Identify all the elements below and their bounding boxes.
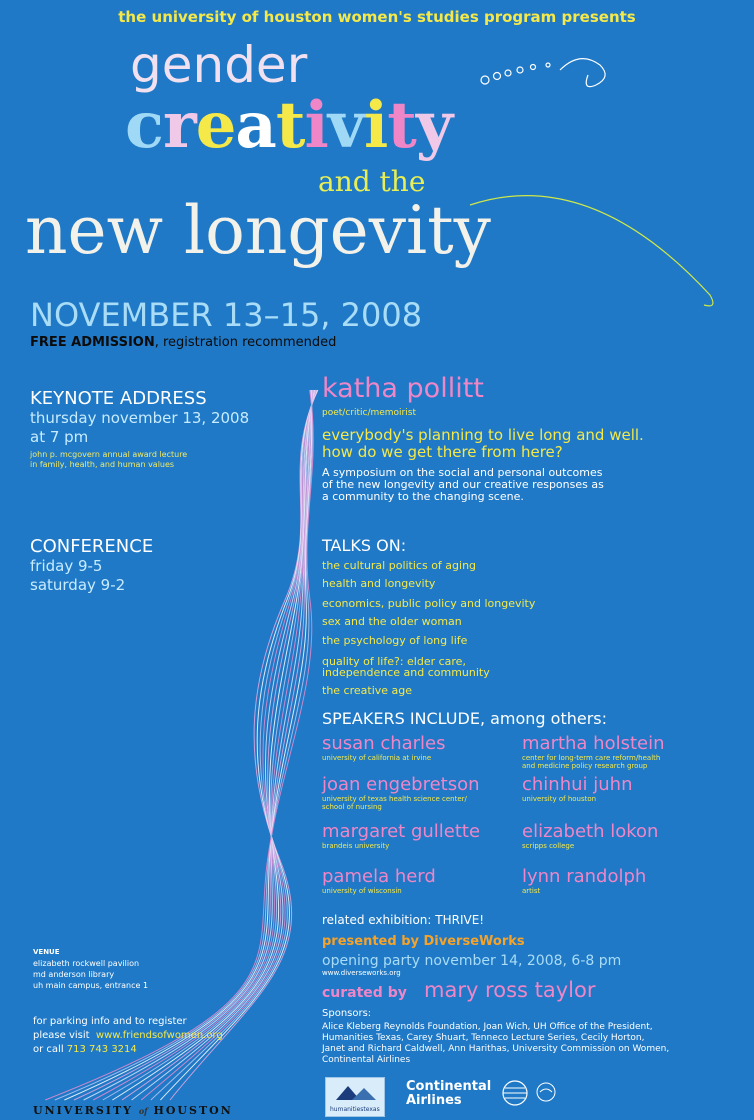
talk-item: economics, public policy and longevity xyxy=(322,597,536,610)
speaker-name: susan charles xyxy=(322,733,446,754)
speaker-name: martha holstein xyxy=(522,733,665,754)
humanities-texas-text: humanitiestexas xyxy=(330,1106,380,1113)
presented-by: presented by DiverseWorks xyxy=(322,934,525,949)
speaker-affiliation: university of wisconsin xyxy=(322,887,402,895)
speaker-entry xyxy=(522,866,646,895)
ribbon-strand xyxy=(151,390,317,1100)
diverseworks-url[interactable]: www.diverseworks.org xyxy=(322,969,401,977)
sponsors-line: Humanities Texas, Carey Shuart, Tenneco Lecture Series, Cecily Horton, xyxy=(322,1033,645,1043)
speaker-affiliation: scripps college xyxy=(522,842,575,850)
speaker-name: joan engebretson xyxy=(322,774,480,795)
admission-note xyxy=(30,335,336,350)
phone-number[interactable]: 713 743 3214 xyxy=(66,1044,137,1055)
talk-item: health and longevity xyxy=(322,577,436,590)
speaker-entry xyxy=(322,821,480,850)
title-gender: gender xyxy=(130,36,308,94)
title-letter: e xyxy=(195,88,236,163)
sponsors-list xyxy=(322,1022,669,1066)
sponsors-line: Alice Kleberg Reynolds Foundation, Joan Wich, UH Office of the President, xyxy=(322,1022,653,1032)
sponsors-label: Sponsors: xyxy=(322,1008,372,1019)
keynote-time: at 7 pm xyxy=(30,428,89,446)
talk-item: quality of life?: elder care, xyxy=(322,655,466,668)
speaker-affiliation: brandeis university xyxy=(322,842,390,850)
keynote-speaker-role: poet/critic/memoirist xyxy=(322,408,416,418)
continental-line1: Continental xyxy=(406,1079,492,1094)
title-letter: c xyxy=(125,88,163,163)
uh-logo-left: UNIVERSITY xyxy=(33,1104,133,1117)
uh-logo-right: HOUSTON xyxy=(153,1104,233,1117)
parking-visit-prefix: please visit xyxy=(33,1030,90,1041)
continental-airlines-logo xyxy=(406,1080,491,1108)
speaker-affiliation-2: and medicine policy research group xyxy=(522,762,648,770)
speaker-name: chinhui juhn xyxy=(522,774,633,795)
title-letter: y xyxy=(415,88,452,163)
keynote-lecture-line1: john p. mcgovern annual award lecture xyxy=(30,450,188,459)
speakers-heading: SPEAKERS INCLUDE, among others: xyxy=(322,709,608,728)
speaker-name: margaret gullette xyxy=(322,821,481,842)
bubbles-decoration xyxy=(481,63,550,84)
presents-line: the university of houston women's studies program presents xyxy=(118,8,636,26)
title-letter: i xyxy=(304,88,328,163)
speaker-affiliation: university of california at irvine xyxy=(322,754,432,762)
keynote-speaker-name: katha pollitt xyxy=(322,373,484,404)
ribbon-strand xyxy=(93,390,313,1100)
title-letter: r xyxy=(162,88,196,163)
symposium-line3: a community to the changing scene. xyxy=(322,490,524,503)
parking-visit xyxy=(33,1030,223,1041)
title-letter: i xyxy=(363,88,388,163)
title-new-longevity: new longevity xyxy=(25,192,491,269)
humanities-texas-logo xyxy=(325,1077,385,1117)
keynote-label: KEYNOTE ADDRESS xyxy=(30,388,207,409)
speaker-entry xyxy=(522,733,665,770)
ribbon-strand xyxy=(55,390,313,1100)
conference-label: CONFERENCE xyxy=(30,536,154,557)
curator-name: mary ross taylor xyxy=(424,978,596,1002)
venue-line: md anderson library xyxy=(33,970,115,979)
talk-item: the creative age xyxy=(322,684,413,697)
keynote-lecture-line2: in family, health, and human values xyxy=(30,460,175,469)
tagline-line2: how do we get there from here? xyxy=(322,443,563,461)
continental-globe-icon xyxy=(500,1078,560,1108)
event-dates: NOVEMBER 13–15, 2008 xyxy=(30,296,423,334)
venue-line: uh main campus, entrance 1 xyxy=(33,981,149,990)
parking-call xyxy=(33,1044,137,1055)
speaker-affiliation: artist xyxy=(522,887,541,895)
venue-line: elizabeth rockwell pavilion xyxy=(33,959,140,968)
keynote-date: thursday november 13, 2008 xyxy=(30,409,250,427)
symposium-line2: of the new longevity and our creative responses as xyxy=(322,478,604,491)
sponsors-line: Janet and Richard Caldwell, Ann Harithas, University Commission on Women, xyxy=(322,1044,670,1054)
speaker-affiliation-2: school of nursing xyxy=(322,803,382,811)
speaker-entry xyxy=(322,866,436,895)
conference-day1: friday 9-5 xyxy=(30,557,103,575)
speaker-entry xyxy=(522,821,658,850)
speaker-entry xyxy=(322,774,480,811)
speaker-name: elizabeth lokon xyxy=(522,821,659,842)
speaker-affiliation: university of texas health science center/ xyxy=(322,795,467,803)
speaker-affiliation: center for long-term care reform/health xyxy=(522,754,661,762)
title-letter: t xyxy=(387,88,416,163)
symposium-line1: A symposium on the social and personal outcomes xyxy=(322,466,603,479)
parking-info: for parking info and to register xyxy=(33,1016,187,1027)
swirl-decoration-2 xyxy=(470,196,713,306)
talk-item: the psychology of long life xyxy=(322,634,468,647)
university-of-houston-logo xyxy=(33,1104,233,1117)
humanities-texas-icon xyxy=(326,1080,384,1104)
related-exhibition: related exhibition: THRIVE! xyxy=(322,913,485,927)
tagline-line1: everybody's planning to live long and well. xyxy=(322,426,644,444)
symposium-description xyxy=(322,467,604,503)
title-letter: t xyxy=(275,88,305,163)
venue-label: VENUE xyxy=(33,948,60,956)
uh-logo-of: of xyxy=(138,1106,148,1116)
ribbon-strand xyxy=(103,390,314,1100)
speaker-name: pamela herd xyxy=(322,866,436,887)
ribbon-strand xyxy=(45,390,313,1100)
talks-heading: TALKS ON: xyxy=(322,536,407,555)
curated-by-label: curated by xyxy=(322,985,407,1001)
title-and-the: and the xyxy=(318,165,426,198)
ribbon-strand xyxy=(74,390,312,1100)
talk-item: sex and the older woman xyxy=(322,615,462,628)
talk-item: the cultural politics of aging xyxy=(322,559,477,572)
swirl-decoration xyxy=(560,59,605,87)
title-letter: v xyxy=(327,88,364,163)
conference-day2: saturday 9-2 xyxy=(30,576,126,594)
tagline xyxy=(322,427,644,461)
speaker-entry xyxy=(322,733,446,762)
opening-party: opening party november 14, 2008, 6-8 pm xyxy=(322,953,622,969)
ribbon-strand xyxy=(122,390,315,1100)
admission-bold: FREE ADMISSION xyxy=(30,335,155,350)
continental-line2: Airlines xyxy=(406,1093,462,1108)
title-creativity xyxy=(125,88,452,163)
speaker-name: lynn randolph xyxy=(522,866,647,887)
friendsofwomen-link[interactable]: www.friendsofwomen.org xyxy=(95,1030,223,1041)
ribbon-strand xyxy=(132,390,316,1100)
title-letter: a xyxy=(235,88,276,163)
admission-rest: , registration recommended xyxy=(154,335,337,350)
sponsors-line: Continental Airlines xyxy=(322,1055,411,1065)
parking-call-prefix: or call xyxy=(33,1044,64,1055)
speaker-entry xyxy=(522,774,632,803)
speaker-affiliation: university of houston xyxy=(522,795,597,803)
talk-item: independence and community xyxy=(322,666,490,679)
